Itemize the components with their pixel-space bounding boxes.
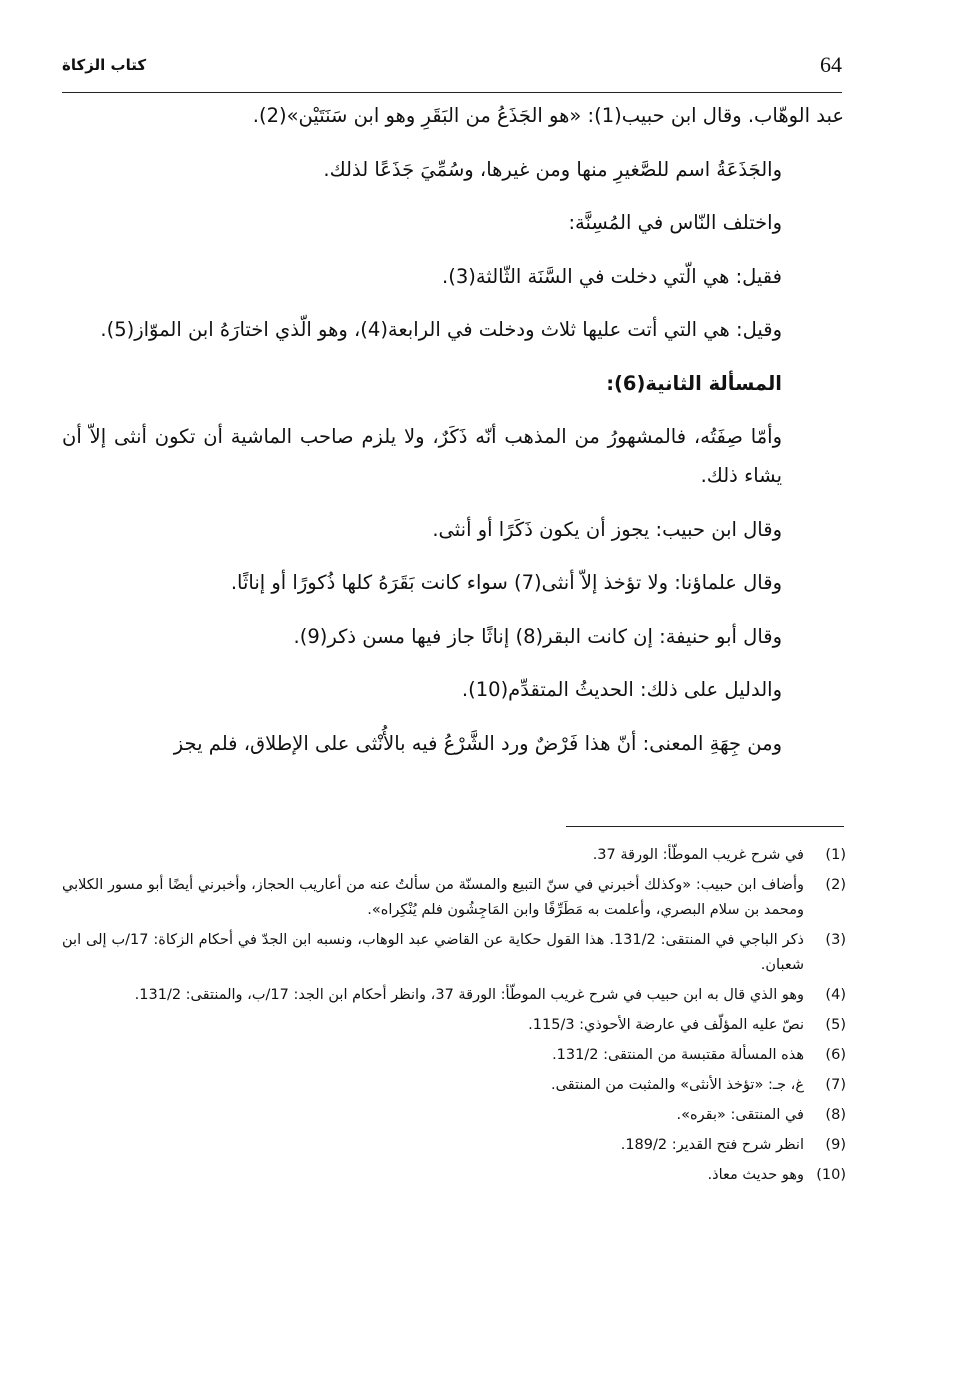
footnote-text: وهو الذي قال به ابن حبيب في شرح غريب الموطّأ: الورقة 37، وانظر أحكام ابن الجد: 17/ب، والمنتقى: 131/2. (134, 987, 804, 1003)
footnote (62, 1133, 846, 1158)
running-title: كتاب الزكاة (62, 56, 147, 74)
footnote-text: ذكر الباجي في المنتقى: 131/2. هذا القول حكاية عن القاضي عبد الوهاب، ونسبه ابن الجدّ في أحكام الزكاة: 17/ب إلى ابن شعبان. (62, 932, 804, 973)
footnote (62, 1073, 846, 1098)
paragraph: ومن جِهَةِ المعنى: أنّ هذا فَرْضٌ ورد الشَّرْعُ فيه بالأُنْثى على الإطلاق، فلم يجز (173, 731, 782, 755)
paragraph: وقال ابن حبيب: يجوز أن يكون ذَكَرًا أو أنثى. (432, 517, 782, 541)
paragraph: واختلف النّاس في المُسِنَّة: (568, 211, 782, 234)
main-text (62, 96, 844, 777)
footnote-text: هذه المسألة مقتبسة من المنتقى: 131/2. (552, 1047, 804, 1063)
footnote (62, 843, 846, 868)
footnote-text: وأضاف ابن حبيب: «وكذلك أخبرني في سنّ التبيع والمسنّة من سألتُ عنه من أعاريب الحجاز، وأخبرني أيضًا أبو مسور الكلابي ومحمد بن سلام البصري، وأعلمت به مَطَرِّفًا وابن المَاجِشُون فلم يُنْكِراه». (62, 877, 804, 918)
footnote (62, 983, 846, 1008)
paragraph: وقيل: هي التي أتت عليها ثلاث ودخلت في الرابعة(4)، وهو الّذي اختارَهُ ابن الموّاز(5). (100, 318, 782, 341)
footnote-text: غ، جـ: «تؤخذ الأنثى» والمثبت من المنتقى. (551, 1077, 804, 1093)
footnote (62, 1043, 846, 1068)
paragraph: وقال علماؤنا: ولا تؤخذ إلاّ أنثى(7) سواء كانت بَقَرَهُ كلها ذُكورًا أو إناثًا. (230, 571, 782, 594)
footnote-number: (7) (825, 1077, 846, 1093)
footnote-text: في شرح غريب الموطّأ: الورقة 37. (592, 847, 804, 863)
paragraph: وقال أبو حنيفة: إن كانت البقر(8) إناثًا جاز فيها مسن ذكر(9). (293, 624, 782, 648)
footnote (62, 1163, 846, 1188)
footnote (62, 873, 846, 923)
footnotes (62, 843, 846, 1193)
footnote-number: (10) (816, 1167, 846, 1183)
footnote-text: نصّ عليه المؤلّف في عارضة الأحوذي: 115/3. (528, 1017, 804, 1033)
footnote-number: (5) (825, 1017, 846, 1033)
footnote-separator (566, 826, 844, 827)
footnote (62, 928, 846, 978)
footnote-number: (2) (825, 877, 846, 893)
footnote (62, 1013, 846, 1038)
paragraph: عبد الوهّاب. وقال ابن حبيب(1): «هو الجَذَعُ من البَقَرِ وهو ابن سَنَتَيْن»(2). (252, 104, 844, 127)
footnote-number: (8) (825, 1107, 846, 1123)
paragraph: فقيل: هي الّتي دخلت في السَّنَة الثّالثة(3). (442, 264, 782, 288)
footnote-number: (1) (825, 847, 846, 863)
footnote-number: (3) (825, 932, 846, 948)
paragraph: والدليل على ذلك: الحديثُ المتقدِّم(10). (461, 678, 782, 701)
footnote-number: (6) (825, 1047, 846, 1063)
footnote-number: (9) (825, 1137, 846, 1153)
footnote-text: في المنتقى: «بقره». (676, 1107, 804, 1123)
footnote-number: (4) (825, 987, 846, 1003)
paragraph: وأمّا صِفَتُه، فالمشهورُ من المذهب أنّه ذَكَرٌ، ولا يلزم صاحب الماشية أن تكون أنثى إلاّ أن يشاء ذلك. (62, 425, 782, 487)
section-heading: المسألة الثانية(6): (606, 371, 782, 395)
paragraph: والجَذَعَةُ اسم للصَّغيرِ منها ومن غيرها، وسُمِّيَ جَذَعًا لذلك. (323, 157, 782, 181)
page-header (62, 52, 842, 93)
footnote-text: وهو حديث معاذ. (707, 1167, 804, 1183)
footnote (62, 1103, 846, 1128)
page-number: 64 (820, 52, 842, 77)
footnote-text: انظر شرح فتح القدير: 189/2. (620, 1137, 804, 1153)
